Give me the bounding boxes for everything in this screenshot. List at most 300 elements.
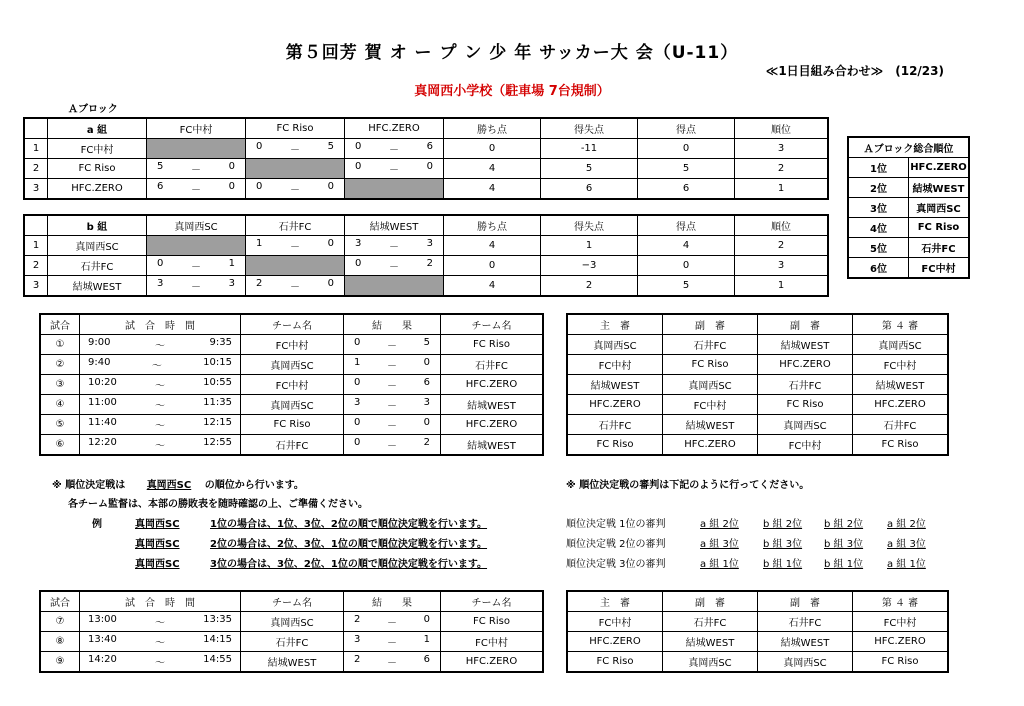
referee-team: 石井FC: [853, 415, 949, 435]
column-header: 石井FC: [246, 215, 345, 236]
match-number: ③: [40, 375, 80, 395]
team-away: HFC.ZERO: [441, 415, 544, 435]
referee-table-1: [566, 313, 949, 456]
referee-team: FC Riso: [758, 395, 853, 415]
header-blank: [24, 215, 48, 236]
overall-team: FC Riso: [909, 218, 970, 238]
rank: 2: [735, 159, 829, 179]
table-row: [567, 355, 948, 375]
group-a-table: [23, 117, 829, 200]
overall-rank: 6位: [848, 258, 909, 279]
table-row: [848, 218, 969, 238]
column-header: 順位: [735, 215, 829, 236]
score-home: 2: [354, 614, 361, 625]
time-end: 14:15: [203, 634, 232, 645]
table-row: [24, 236, 828, 256]
table-row: [24, 139, 828, 159]
score-dash: －: [387, 638, 397, 649]
match-result: [344, 395, 441, 415]
goals-scored: 5: [638, 159, 735, 179]
note-referee: ※ 順位決定戦の審判は下記のように行ってください。: [566, 480, 810, 491]
table-row: [567, 375, 948, 395]
referee-rule-value: a 組 3位: [887, 539, 926, 550]
team-name: 真岡西SC: [48, 236, 147, 256]
score-dash: －: [387, 401, 397, 412]
table-row: [24, 256, 828, 276]
column-header: チーム名: [441, 314, 544, 335]
overall-ranking-table: [847, 136, 970, 279]
time-end: 12:15: [203, 417, 232, 428]
time-start: 11:00: [88, 397, 117, 408]
team-home: 石井FC: [241, 435, 344, 456]
row-number: 2: [24, 159, 48, 179]
score-away: 3: [423, 397, 430, 408]
goals-scored: 6: [638, 179, 735, 200]
score-home: 5: [157, 161, 164, 172]
referee-team: 真岡西SC: [663, 375, 758, 395]
score-dash: －: [191, 262, 201, 273]
example-text: 2位の場合は、2位、3位、1位の順で順位決定戦を行います。: [210, 539, 488, 550]
match-number: ⑥: [40, 435, 80, 456]
referee-team: HFC.ZERO: [567, 395, 663, 415]
referee-team: 石井FC: [567, 415, 663, 435]
rank: 2: [735, 236, 829, 256]
referee-rule-value: b 組 1位: [824, 559, 864, 570]
table-row: [567, 612, 948, 632]
table-row: [567, 632, 948, 652]
goals-scored: 0: [638, 139, 735, 159]
match-number: ⑧: [40, 632, 80, 652]
referee-header: 主 審: [567, 591, 663, 612]
match-number: ⑦: [40, 612, 80, 632]
table-row: [40, 355, 543, 375]
overall-team: 真岡西SC: [909, 198, 970, 218]
match-score: [246, 276, 345, 297]
referee-rule-value: a 組 3位: [700, 539, 739, 550]
column-header: 結 果: [344, 591, 441, 612]
time-start: 13:00: [88, 614, 117, 625]
goals-scored: 4: [638, 236, 735, 256]
overall-rank: 3位: [848, 198, 909, 218]
venue-label: 真岡西小学校（駐車場 7台規制）: [414, 84, 610, 99]
match-number: ①: [40, 335, 80, 355]
self-match-cell: [147, 139, 246, 159]
team-home: 真岡西SC: [241, 612, 344, 632]
column-header: 得失点: [541, 215, 638, 236]
table-row: [848, 158, 969, 178]
referee-team: FC中村: [853, 612, 949, 632]
time-end: 13:35: [203, 614, 232, 625]
score-home: 3: [355, 238, 362, 249]
score-away: 0: [327, 238, 334, 249]
referee-team: 石井FC: [663, 612, 758, 632]
score-home: 0: [354, 377, 361, 388]
note-managers: 各チーム監督は、本部の勝敗表を随時確認の上、ご準備ください。: [68, 499, 368, 510]
referee-team: HFC.ZERO: [663, 435, 758, 456]
overall-rank: 2位: [848, 178, 909, 198]
referee-team: FC中村: [853, 355, 949, 375]
referee-rule-value: b 組 1位: [763, 559, 803, 570]
score-home: 3: [354, 634, 361, 645]
column-header: b 組: [48, 215, 147, 236]
referee-team: 石井FC: [758, 612, 853, 632]
team-home: 真岡西SC: [241, 355, 344, 375]
score-away: 3: [426, 238, 433, 249]
referee-table-2: [566, 590, 949, 673]
table-row: [567, 435, 948, 456]
score-home: 1: [354, 357, 361, 368]
referee-rule-label: 順位決定戦 1位の審判: [566, 519, 666, 530]
team-away: 結城WEST: [441, 435, 544, 456]
score-away: 2: [426, 258, 433, 269]
score-home: 0: [354, 437, 361, 448]
score-away: 0: [327, 278, 334, 289]
rank: 3: [735, 256, 829, 276]
tilde: ～: [151, 361, 162, 372]
table-row: [40, 632, 543, 652]
time-start: 9:40: [88, 357, 111, 368]
referee-rule-value: a 組 2位: [887, 519, 926, 530]
referee-rule-value: b 組 2位: [824, 519, 864, 530]
match-result: [344, 375, 441, 395]
tilde: ～: [155, 341, 165, 352]
match-score: [246, 236, 345, 256]
points: 4: [444, 236, 541, 256]
score-away: 0: [423, 614, 430, 625]
score-home: 0: [355, 141, 362, 152]
referee-team: 真岡西SC: [663, 652, 758, 673]
team-home: FC中村: [241, 335, 344, 355]
tilde: ～: [155, 421, 165, 432]
score-dash: －: [387, 381, 397, 392]
match-result: [344, 355, 441, 375]
referee-rule-label: 順位決定戦 3位の審判: [566, 559, 666, 570]
column-header: 試 合 時 間: [80, 591, 241, 612]
referee-team: FC中村: [758, 435, 853, 456]
score-home: 0: [157, 258, 164, 269]
goal-difference: 2: [541, 276, 638, 297]
block-label: Ａブロック: [68, 104, 118, 115]
column-header: 得点: [638, 118, 735, 139]
match-number: ④: [40, 395, 80, 415]
match-result: [344, 612, 441, 632]
score-away: 0: [426, 161, 433, 172]
overall-rank: 4位: [848, 218, 909, 238]
row-number: 3: [24, 179, 48, 200]
example-text: 3位の場合は、3位、2位、1位の順で順位決定戦を行います。: [210, 559, 488, 570]
score-away: 0: [423, 417, 430, 428]
team-home: 真岡西SC: [241, 395, 344, 415]
score-home: 0: [354, 417, 361, 428]
referee-rule-value: a 組 1位: [887, 559, 926, 570]
score-away: 6: [423, 377, 430, 388]
row-number: 1: [24, 139, 48, 159]
schedule-table-1: [39, 313, 544, 456]
match-time: [80, 435, 241, 456]
score-dash: －: [290, 185, 300, 196]
score-home: 0: [256, 181, 263, 192]
referee-team: FC中村: [567, 612, 663, 632]
points: 0: [444, 139, 541, 159]
referee-team: 結城WEST: [567, 375, 663, 395]
column-header: 勝ち点: [444, 118, 541, 139]
match-result: [344, 652, 441, 673]
score-away: 6: [426, 141, 433, 152]
row-number: 2: [24, 256, 48, 276]
column-header: 試合: [40, 314, 80, 335]
score-home: 0: [354, 337, 361, 348]
column-header: チーム名: [241, 591, 344, 612]
example-team: 真岡西SC: [135, 539, 180, 550]
referee-header: 副 審: [758, 314, 853, 335]
table-row: [40, 435, 543, 456]
referee-team: 結城WEST: [758, 632, 853, 652]
referee-team: FC Riso: [853, 435, 949, 456]
score-away: 0: [327, 181, 334, 192]
match-time: [80, 415, 241, 435]
goals-scored: 5: [638, 276, 735, 297]
referee-team: 石井FC: [758, 375, 853, 395]
table-row: [24, 159, 828, 179]
match-score: [345, 139, 444, 159]
header-blank: [24, 118, 48, 139]
tilde: ～: [155, 658, 165, 669]
referee-header: 主 審: [567, 314, 663, 335]
table-row: [24, 276, 828, 297]
goal-difference: 1: [541, 236, 638, 256]
team-name: 石井FC: [48, 256, 147, 276]
score-home: 6: [157, 181, 164, 192]
tilde: ～: [155, 638, 165, 649]
time-end: 9:35: [209, 337, 232, 348]
example-text: 1位の場合は、1位、3位、2位の順で順位決定戦を行います。: [210, 519, 488, 530]
column-header: 結城WEST: [345, 215, 444, 236]
example-team: 真岡西SC: [135, 519, 180, 530]
time-end: 10:15: [203, 357, 232, 368]
column-header: FC中村: [147, 118, 246, 139]
score-dash: －: [191, 185, 201, 196]
time-end: 10:55: [203, 377, 232, 388]
goals-scored: 0: [638, 256, 735, 276]
referee-header: 副 審: [663, 591, 758, 612]
column-header: FC Riso: [246, 118, 345, 139]
team-name: FC Riso: [48, 159, 147, 179]
table-row: [40, 612, 543, 632]
column-header: 真岡西SC: [147, 215, 246, 236]
time-end: 11:35: [203, 397, 232, 408]
score-home: 2: [256, 278, 263, 289]
score-home: 2: [354, 654, 361, 665]
team-away: HFC.ZERO: [441, 375, 544, 395]
rank: 3: [735, 139, 829, 159]
page-title: 第５回芳 賀 オ ー プ ン 少 年 サッカー大 会（U-11）: [285, 43, 739, 63]
team-home: FC中村: [241, 375, 344, 395]
time-start: 9:00: [88, 337, 111, 348]
score-away: 5: [327, 141, 334, 152]
self-match-cell: [147, 236, 246, 256]
time-start: 10:20: [88, 377, 117, 388]
self-match-cell: [246, 256, 345, 276]
overall-team: FC中村: [909, 258, 970, 279]
match-number: ⑤: [40, 415, 80, 435]
team-name: HFC.ZERO: [48, 179, 147, 200]
match-score: [246, 139, 345, 159]
column-header: 順位: [735, 118, 829, 139]
column-header: a 組: [48, 118, 147, 139]
match-time: [80, 612, 241, 632]
match-result: [344, 335, 441, 355]
goal-difference: 6: [541, 179, 638, 200]
score-away: 5: [423, 337, 430, 348]
overall-title: Ａブロック総合順位: [848, 137, 969, 158]
points: 4: [444, 179, 541, 200]
match-score: [345, 236, 444, 256]
table-row: [848, 258, 969, 279]
team-home: FC Riso: [241, 415, 344, 435]
score-dash: －: [387, 658, 397, 669]
match-time: [80, 395, 241, 415]
referee-rule-value: b 組 2位: [763, 519, 803, 530]
referee-team: 真岡西SC: [853, 335, 949, 355]
score-dash: －: [387, 341, 397, 352]
overall-team: 結城WEST: [909, 178, 970, 198]
tilde: ～: [155, 441, 165, 452]
row-number: 3: [24, 276, 48, 297]
time-start: 12:20: [88, 437, 117, 448]
column-header: 試合: [40, 591, 80, 612]
score-away: 0: [228, 181, 235, 192]
table-row: [40, 415, 543, 435]
column-header: HFC.ZERO: [345, 118, 444, 139]
match-time: [80, 652, 241, 673]
score-dash: －: [290, 145, 300, 156]
match-result: [344, 632, 441, 652]
column-header: 勝ち点: [444, 215, 541, 236]
referee-team: FC Riso: [853, 652, 949, 673]
example-team: 真岡西SC: [135, 559, 180, 570]
match-result: [344, 435, 441, 456]
table-row: [848, 178, 969, 198]
match-time: [80, 355, 241, 375]
column-header: 試 合 時 間: [80, 314, 241, 335]
goal-difference: -11: [541, 139, 638, 159]
referee-team: 石井FC: [663, 335, 758, 355]
score-home: 0: [256, 141, 263, 152]
match-number: ②: [40, 355, 80, 375]
match-time: [80, 632, 241, 652]
match-time: [80, 335, 241, 355]
referee-rule-value: b 組 3位: [763, 539, 803, 550]
referee-team: 真岡西SC: [567, 335, 663, 355]
rank: 1: [735, 179, 829, 200]
score-away: 0: [228, 161, 235, 172]
match-score: [147, 179, 246, 200]
page-subtitle: ≪1日目組み合わせ≫ (12/23): [765, 64, 944, 78]
score-dash: －: [389, 165, 399, 176]
referee-header: 副 審: [758, 591, 853, 612]
time-start: 13:40: [88, 634, 117, 645]
team-home: 結城WEST: [241, 652, 344, 673]
score-dash: －: [389, 145, 399, 156]
team-name: 結城WEST: [48, 276, 147, 297]
overall-team: HFC.ZERO: [909, 158, 970, 178]
team-away: FC Riso: [441, 335, 544, 355]
schedule-table-2: [39, 590, 544, 673]
referee-team: 結城WEST: [758, 335, 853, 355]
match-score: [147, 276, 246, 297]
table-row: [848, 198, 969, 218]
score-away: 3: [228, 278, 235, 289]
table-row: [567, 335, 948, 355]
referee-rule-value: b 組 3位: [824, 539, 864, 550]
score-home: 3: [354, 397, 361, 408]
score-home: 0: [355, 161, 362, 172]
score-home: 1: [256, 238, 263, 249]
goal-difference: −3: [541, 256, 638, 276]
match-time: [80, 375, 241, 395]
score-away: 6: [423, 654, 430, 665]
referee-header: 第 ４ 審: [853, 591, 949, 612]
team-away: HFC.ZERO: [441, 652, 544, 673]
team-away: 石井FC: [441, 355, 544, 375]
team-away: FC中村: [441, 632, 544, 652]
score-dash: －: [387, 361, 397, 372]
score-dash: －: [290, 242, 300, 253]
score-dash: －: [387, 618, 397, 629]
goal-difference: 5: [541, 159, 638, 179]
match-score: [147, 159, 246, 179]
referee-header: 副 審: [663, 314, 758, 335]
score-dash: －: [389, 242, 399, 253]
time-end: 14:55: [203, 654, 232, 665]
match-score: [345, 159, 444, 179]
score-away: 2: [423, 437, 430, 448]
score-dash: －: [290, 282, 300, 293]
score-away: 0: [423, 357, 430, 368]
overall-team: 石井FC: [909, 238, 970, 258]
referee-team: 結城WEST: [663, 415, 758, 435]
time-end: 12:55: [203, 437, 232, 448]
time-start: 11:40: [88, 417, 117, 428]
column-header: チーム名: [441, 591, 544, 612]
table-row: [567, 652, 948, 673]
team-away: 結城WEST: [441, 395, 544, 415]
match-score: [147, 256, 246, 276]
column-header: 得失点: [541, 118, 638, 139]
group-b-table: [23, 214, 829, 297]
column-header: 結 果: [344, 314, 441, 335]
overall-rank: 5位: [848, 238, 909, 258]
referee-team: FC中村: [663, 395, 758, 415]
points: 4: [444, 276, 541, 297]
tilde: ～: [155, 618, 165, 629]
referee-rule-value: a 組 2位: [700, 519, 739, 530]
table-row: [24, 179, 828, 200]
referee-rule-value: a 組 1位: [700, 559, 739, 570]
table-row: [567, 415, 948, 435]
example-label: 例: [92, 519, 102, 530]
referee-team: HFC.ZERO: [853, 632, 949, 652]
self-match-cell: [345, 179, 444, 200]
table-row: [40, 652, 543, 673]
referee-team: 真岡西SC: [758, 652, 853, 673]
referee-team: 結城WEST: [663, 632, 758, 652]
tilde: ～: [155, 401, 165, 412]
referee-team: FC Riso: [567, 652, 663, 673]
referee-team: FC Riso: [567, 435, 663, 456]
score-away: 1: [423, 634, 430, 645]
referee-team: HFC.ZERO: [853, 395, 949, 415]
